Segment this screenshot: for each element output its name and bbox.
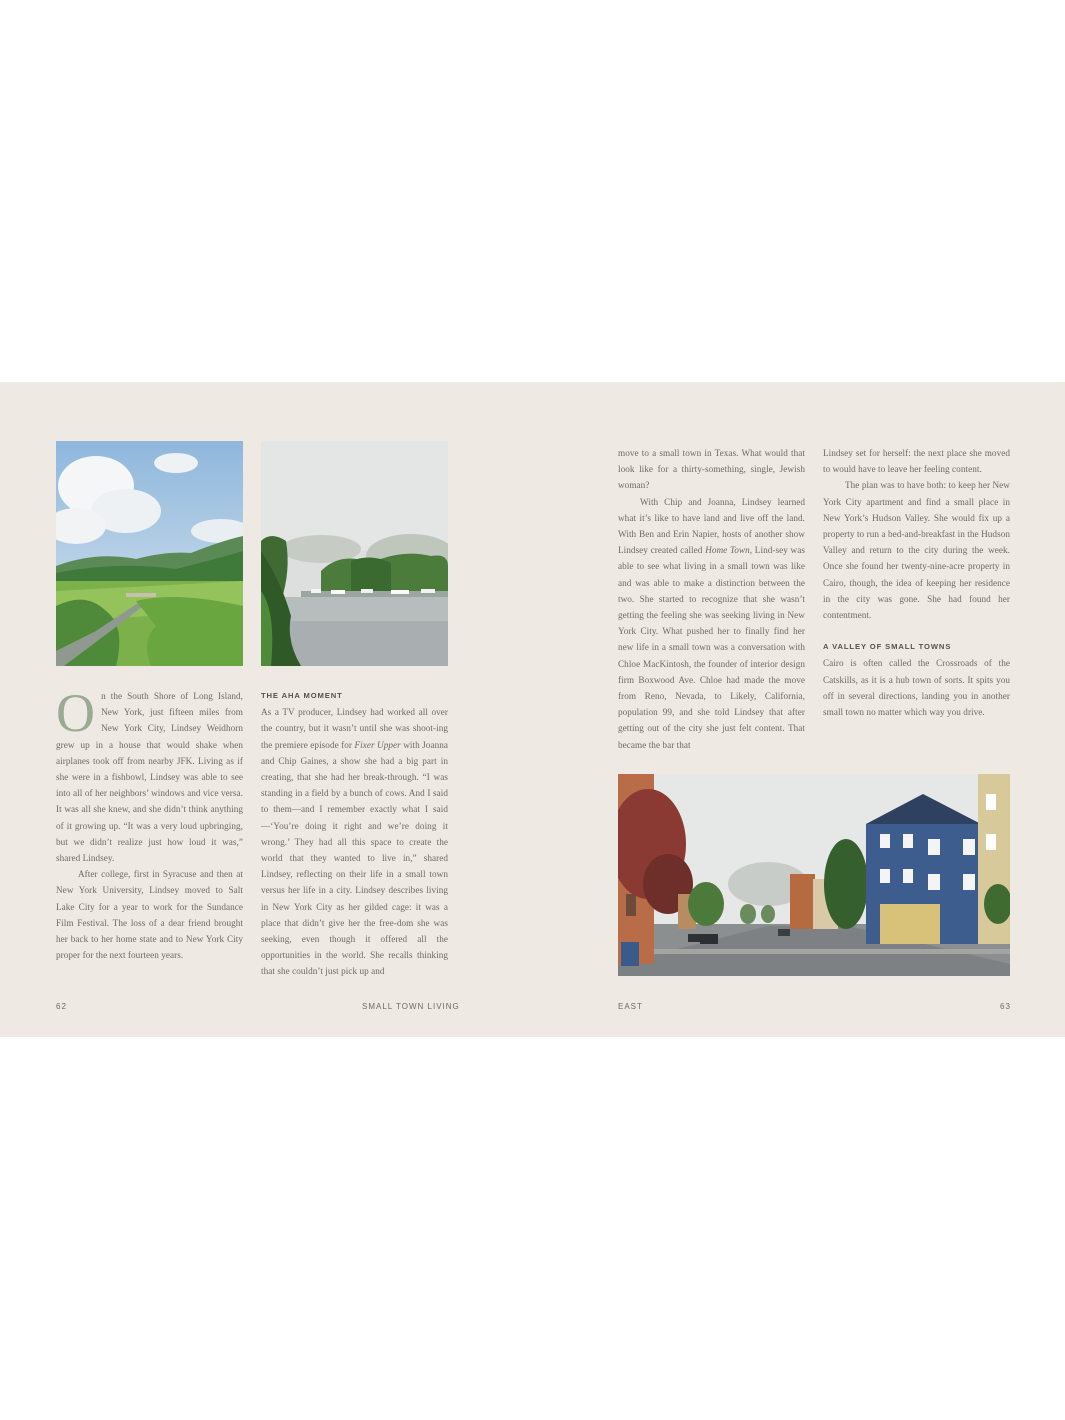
- left-page-number: 62: [56, 1002, 67, 1011]
- body-paragraph: The plan was to have both: to keep her New York City apartment and find a small place in New York’s Hudson Valley. She would fix up a property to run a bed-and-breakfast in the Hudson Valley and return to the city during the week. Once she found her twenty-nine-acre property in Cairo, though, the idea of keeping her residence in the city was gone. She had found her contentment.: [823, 480, 1010, 621]
- body-paragraph: n the South Shore of Long Island, New York, just fifteen miles from New York City, Lindsey Weidhorn grew up in a house that would shake when airplanes took off from nearby JFK. Living as if she were in a fishbowl, Lindsey was able to see into all of her neighbors’ windows and vice versa. It was all she knew, and she didn’t think anything of it growing up. “It was a very loud upbringing, but we didn’t realize just how loud it was,” shared Lindsey.: [56, 691, 243, 864]
- show-title: Fixer Upper: [354, 739, 401, 750]
- main-street-photo: [618, 774, 1010, 976]
- right-running-head: EAST: [618, 1002, 643, 1011]
- body-paragraph: With Chip and Joanna, Lindsey learned what it’s like to have land and live off the land. With Ben and Erin Napier, hosts of another show Lindsey created called Home Town, Lind-sey was able to see what living in a small town was like and was able to make a distinction between the two. She started to recognize that she wasn’t getting the feeling she was seeking living in New York City. What pushed her to finally find her new life in a small town was a conversation with Chloe MacKintosh, the founder of interior design firm Boxwood Ave. Chloe had made the move from Reno, Nevada, to Likely, California, population 99, and she told Lindsey that after getting out of the city she just felt content. That became the bar that: [618, 496, 805, 750]
- body-paragraph: Cairo is often called the Crossroads of the Catskills, as it is a hub town of sorts. It spits you off in several directions, landing you in another small town no matter which way you drive.: [823, 658, 1010, 718]
- right-page-column-2: [823, 445, 1010, 720]
- foggy-river-photo: [261, 441, 448, 666]
- show-title: Home Town: [705, 545, 750, 556]
- right-page-number: 63: [1000, 1002, 1011, 1011]
- left-page-column-1: [56, 683, 243, 963]
- section-heading: THE AHA MOMENT: [261, 691, 343, 700]
- body-paragraph: move to a small town in Texas. What would that look like for a thirty-something, single, Jewish woman?: [618, 448, 805, 491]
- body-paragraph: As a TV producer, Lindsey had worked all over the country, but it wasn’t until she was shoot-ing the premiere episode for Fixer Upper with Joanna and Chip Gaines, a show she had a big part in creating, that she had her break-through. “I was standing in a field by a bunch of cows. And I said to them—and I remember exactly what I said—‘You’re doing it right and we’re doing it wrong.’ They had all this space to create the world that they wanted to live in,” shared Lindsey, reflecting on their life in a small town versus her life in a city. Lindsey describes living in New York City as her gilded cage: it was a place that didn’t give her the free-dom she was seeking, even though it offered all the opportunities in the world. She recalls thinking that she couldn’t just pick up and: [261, 707, 448, 977]
- right-page-column-1: [618, 445, 805, 753]
- valley-landscape-photo: [56, 441, 243, 666]
- section-heading: A VALLEY OF SMALL TOWNS: [823, 642, 952, 652]
- left-running-head: SMALL TOWN LIVING: [362, 1002, 460, 1011]
- drop-cap: O: [56, 683, 96, 743]
- body-paragraph: Lindsey set for herself: the next place she moved to would have to leave her feeling content.: [823, 448, 1010, 475]
- body-paragraph: After college, first in Syracuse and then at New York University, Lindsey moved to Salt Lake City for a year to work for the Sundance Film Festival. The loss of a dear friend brought her back to her home state and to New York City proper for the next fourteen years.: [56, 869, 243, 961]
- left-page-column-2: [261, 688, 448, 980]
